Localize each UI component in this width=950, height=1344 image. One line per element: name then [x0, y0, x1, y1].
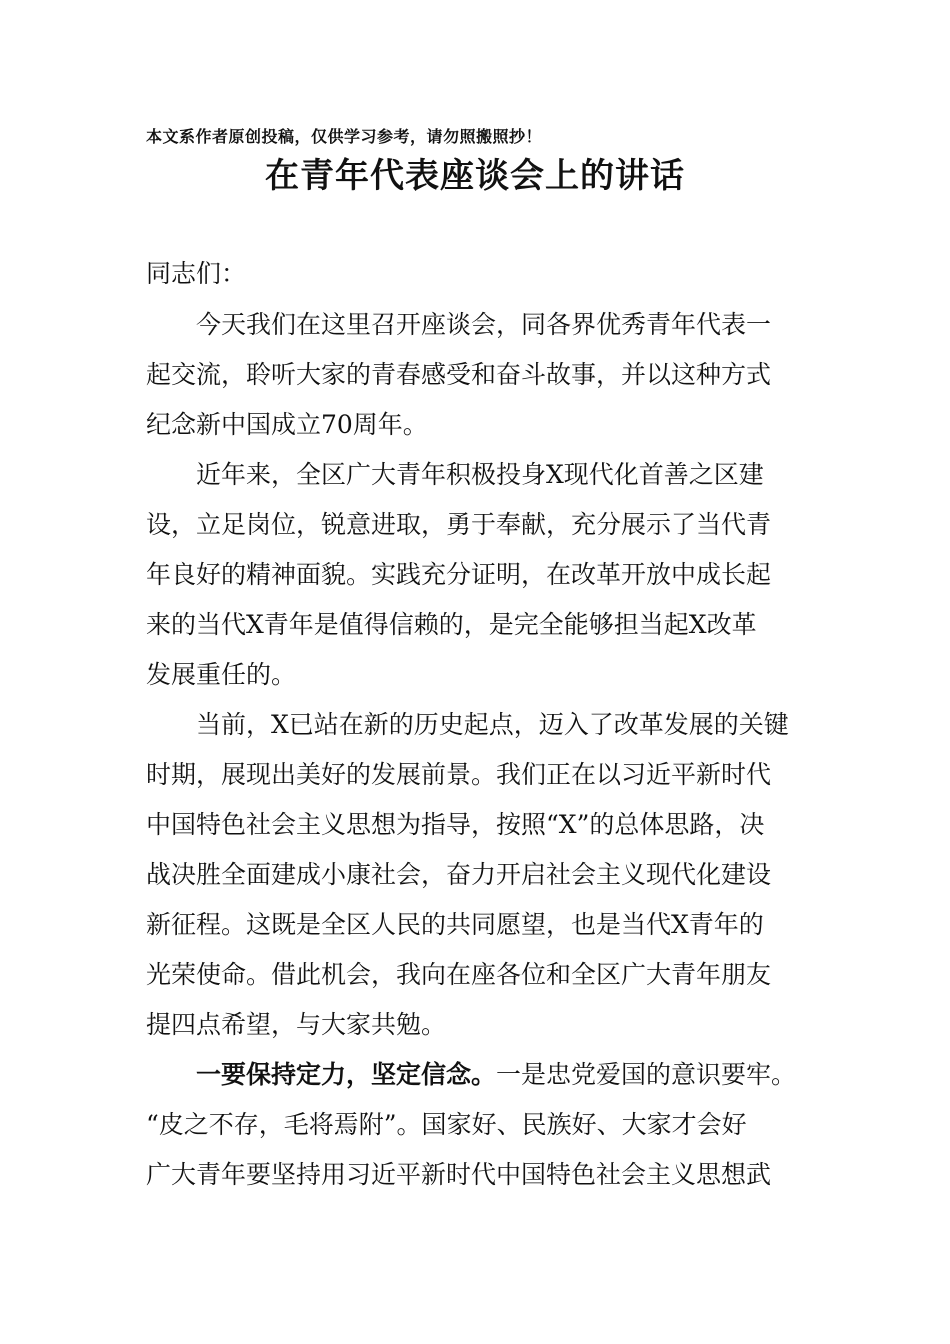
- paragraph-line: 纪念新中国成立70周年。: [146, 410, 428, 439]
- paragraph-line: 中国特色社会主义思想为指导，按照“X”的总体思路，决: [146, 810, 765, 839]
- paragraph-line: 当前，X已站在新的历史起点，迈入了改革发展的关键: [196, 710, 789, 739]
- paragraph-line: 发展重任的。: [146, 660, 297, 689]
- paragraph-line: 来的当代X青年是值得信赖的，是完全能够担当起X改革: [146, 610, 757, 639]
- paragraph-line: 时期，展现出美好的发展前景。我们正在以习近平新时代: [146, 760, 772, 789]
- paragraph-line: 光荣使命。借此机会，我向在座各位和全区广大青年朋友: [146, 960, 772, 989]
- section-text: 一是忠党爱国的意识要牢。: [496, 1060, 797, 1089]
- section-line: [196, 1058, 796, 1092]
- paragraph-line: “皮之不存，毛将焉附”。国家好、民族好、大家才会好: [146, 1110, 747, 1139]
- section-heading: 一要保持定力，坚定信念。: [196, 1060, 497, 1089]
- paragraph-line: 战决胜全面建成小康社会，奋力开启社会主义现代化建设: [146, 860, 772, 889]
- paragraph-line: 年良好的精神面貌。实践充分证明，在改革开放中成长起: [146, 560, 772, 589]
- paragraph-line: 近年来，全区广大青年积极投身X现代化首善之区建: [196, 460, 764, 489]
- paragraph-line: 起交流，聆听大家的青春感受和奋斗故事，并以这种方式: [146, 360, 772, 389]
- paragraph-line: 新征程。这既是全区人民的共同愿望，也是当代X青年的: [146, 910, 764, 939]
- paragraph-line: 今天我们在这里召开座谈会，同各界优秀青年代表一: [196, 310, 772, 339]
- paragraph-line: 广大青年要坚持用习近平新时代中国特色社会主义思想武: [146, 1160, 772, 1189]
- paragraph-line: 提四点希望，与大家共勉。: [146, 1010, 447, 1039]
- paragraph-line: 设，立足岗位，锐意进取，勇于奉献，充分展示了当代青: [146, 510, 772, 539]
- document-title: 在青年代表座谈会上的讲话: [265, 156, 685, 196]
- copyright-notice: 本文系作者原创投稿，仅供学习参考，请勿照搬照抄！: [146, 127, 543, 146]
- salutation: 同志们：: [146, 259, 247, 288]
